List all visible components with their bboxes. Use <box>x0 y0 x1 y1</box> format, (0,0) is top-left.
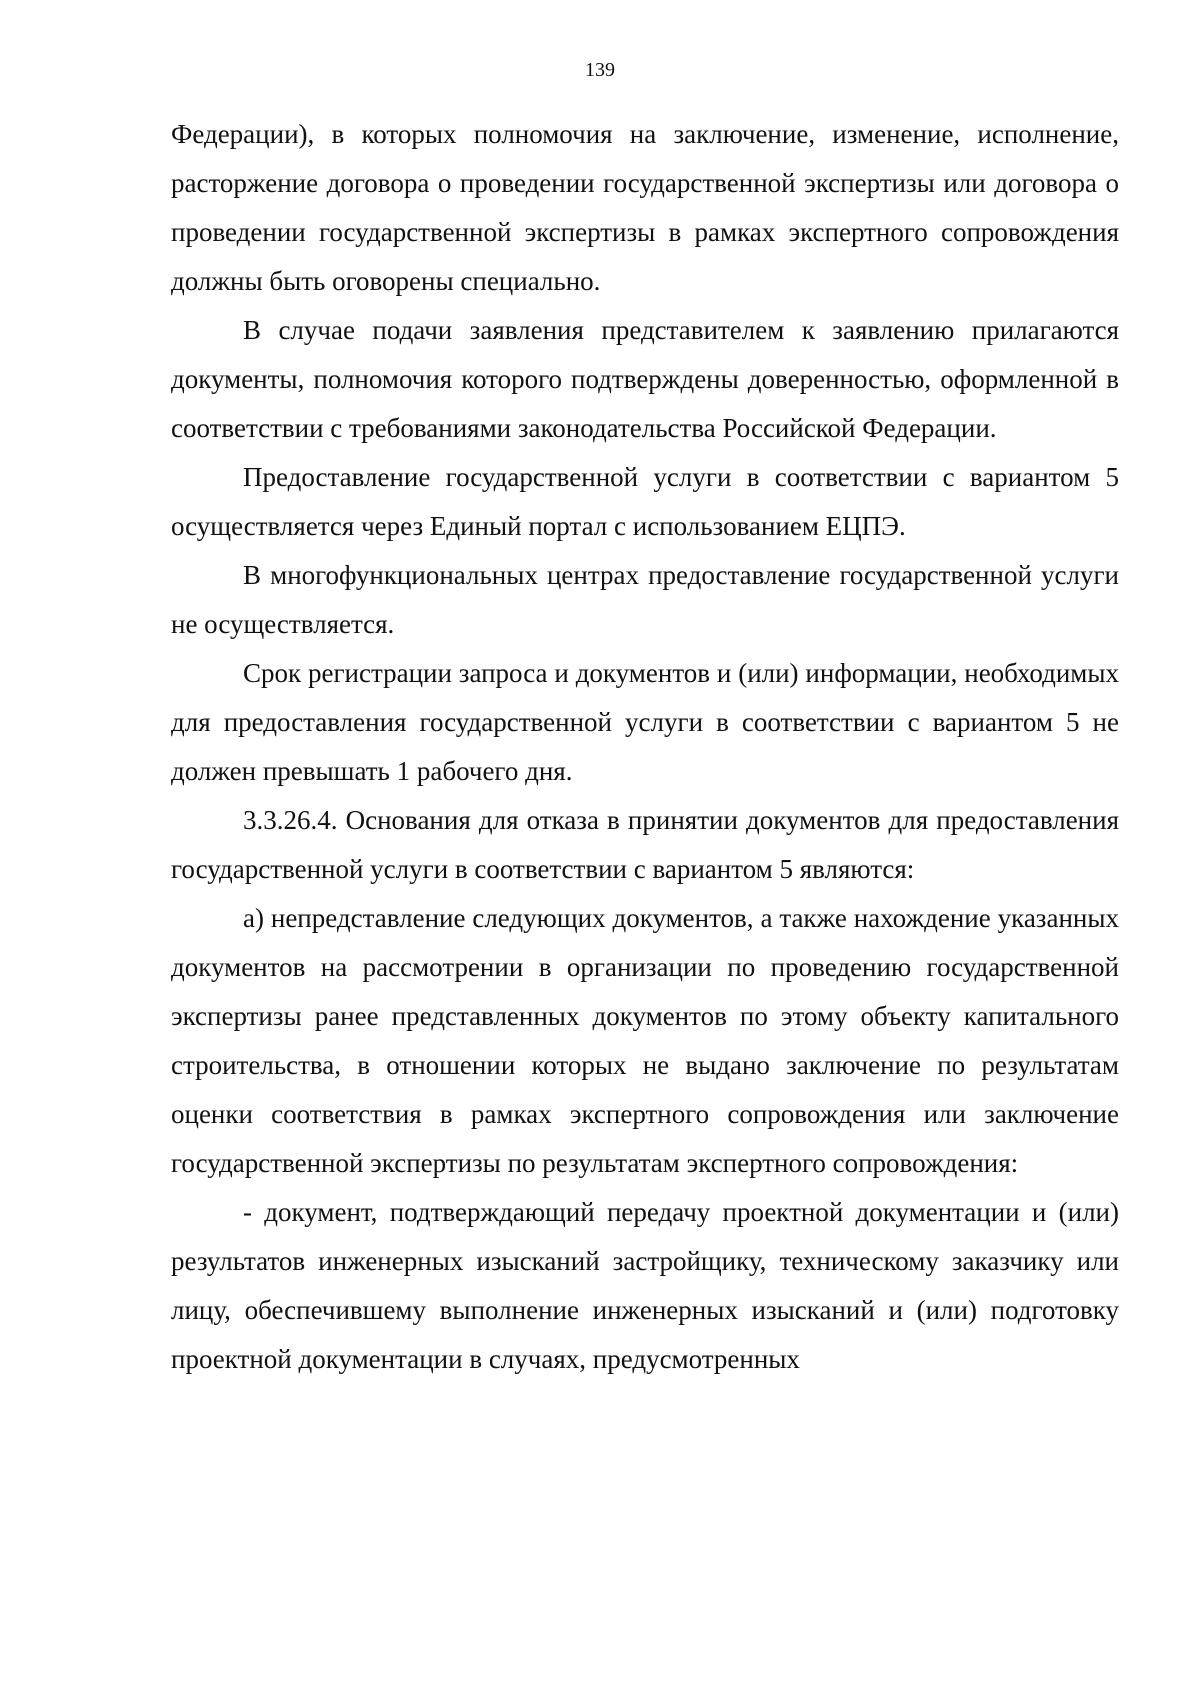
paragraph-3: Предоставление государственной услуги в соответствии с вариантом 5 осуществляется через Единый портал с использованием ЕЦПЭ. <box>171 462 1119 541</box>
paragraph-1: Федерации), в которых полномочия на заключение, изменение, исполнение, расторжение договора о проведении государственной экспертизы или договора о проведении государственной экспертизы в рамках экспертного сопровождения должны быть оговорены специально. <box>171 119 1119 296</box>
paragraph-5: Срок регистрации запроса и документов и (или) информации, необходимых для предоставления государственной услуги в соответствии с вариантом 5 не должен превышать 1 рабочего дня. <box>171 658 1119 786</box>
paragraph-4: В многофункциональных центрах предоставление государственной услуги не осуществляется. <box>171 560 1119 639</box>
paragraph-8: - документ, подтверждающий передачу проектной документации и (или) результатов инженерных изысканий застройщику, техническому заказчику или лицу, обеспечившему выполнение инженерных изысканий и (или) подготовку проектной документации в случаях, предусмотренных <box>171 1197 1119 1374</box>
page-number: 139 <box>585 59 615 81</box>
paragraph-2: В случае подачи заявления представителем к заявлению прилагаются документы, полномочия которого подтверждены доверенностью, оформленной в соответствии с требованиями законодательства Российской Федерации. <box>171 315 1119 443</box>
paragraph-7: а) непредставление следующих документов, а также нахождение указанных документов на рассмотрении в организации по проведению государственной экспертизы ранее представленных документов по этому объекту капитального строительства, в отношении которых не выдано заключение по результатам оценки соответствия в рамках экспертного сопровождения или заключение государственной экспертизы по результатам экспертного сопровождения: <box>171 903 1119 1178</box>
document-body <box>171 110 1119 1384</box>
paragraph-6: 3.3.26.4. Основания для отказа в принятии документов для предоставления государственной услуги в соответствии с вариантом 5 являются: <box>171 805 1119 884</box>
